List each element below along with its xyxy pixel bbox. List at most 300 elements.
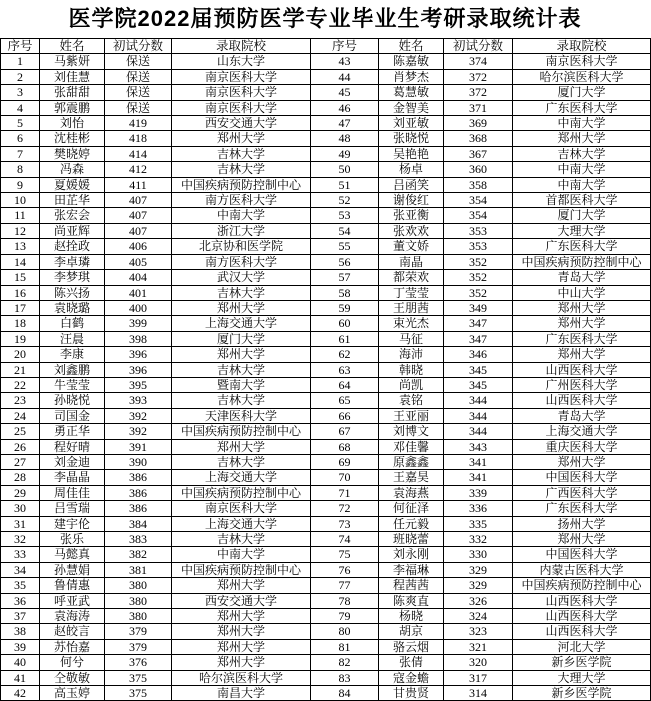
cell-name: 刘佳慧 (40, 69, 105, 84)
header-row (1, 39, 651, 54)
cell-score: 352 (444, 270, 513, 285)
cell-school: 上海交通大学 (172, 516, 311, 531)
cell-name: 韩晓 (379, 362, 444, 377)
cell-index: 22 (1, 377, 40, 392)
cell-school: 广东医科大学 (513, 501, 651, 516)
cell-score: 395 (105, 377, 172, 392)
cell-school: 天津医科大学 (172, 408, 311, 423)
cell-name: 陈爽直 (379, 593, 444, 608)
cell-name: 任元毅 (379, 516, 444, 531)
table-row (1, 470, 651, 485)
table-row (1, 270, 651, 285)
cell-school: 吉林大学 (172, 454, 311, 469)
cell-school: 南京医科大学 (172, 100, 311, 115)
cell-index: 3 (1, 85, 40, 100)
cell-name: 张欢欢 (379, 223, 444, 238)
table-row (1, 69, 651, 84)
cell-index: 55 (311, 239, 379, 254)
cell-score: 376 (105, 655, 172, 670)
cell-name: 邓佳馨 (379, 439, 444, 454)
cell-index: 50 (311, 162, 379, 177)
cell-score: 335 (444, 516, 513, 531)
cell-score: 339 (444, 485, 513, 500)
cell-index: 75 (311, 547, 379, 562)
cell-index: 69 (311, 454, 379, 469)
cell-school: 重庆医科大学 (513, 439, 651, 454)
cell-score: 400 (105, 300, 172, 315)
cell-name: 白鹤 (40, 316, 105, 331)
cell-school: 郑州大学 (172, 655, 311, 670)
cell-index: 82 (311, 655, 379, 670)
cell-school: 中国疾病预防控制中心 (172, 177, 311, 192)
table-row (1, 177, 651, 192)
cell-index: 23 (1, 393, 40, 408)
cell-score: 353 (444, 223, 513, 238)
cell-name: 刘怡 (40, 116, 105, 131)
cell-score: 321 (444, 639, 513, 654)
cell-index: 29 (1, 485, 40, 500)
cell-index: 62 (311, 347, 379, 362)
table-row (1, 300, 651, 315)
cell-index: 48 (311, 131, 379, 146)
cell-score: 381 (105, 562, 172, 577)
cell-score: 375 (105, 670, 172, 685)
cell-score: 391 (105, 439, 172, 454)
cell-score: 392 (105, 424, 172, 439)
cell-school: 青岛大学 (513, 408, 651, 423)
cell-score: 414 (105, 146, 172, 161)
cell-name: 班晓蕾 (379, 532, 444, 547)
table-row (1, 85, 651, 100)
cell-index: 16 (1, 285, 40, 300)
cell-index: 37 (1, 609, 40, 624)
cell-score: 352 (444, 254, 513, 269)
table-row (1, 578, 651, 593)
table-body (1, 54, 651, 701)
cell-score: 369 (444, 116, 513, 131)
cell-name: 张甜甜 (40, 85, 105, 100)
table-row (1, 193, 651, 208)
cell-school: 广东医科大学 (513, 239, 651, 254)
cell-school: 上海交通大学 (172, 316, 311, 331)
cell-score: 379 (105, 624, 172, 639)
cell-name: 马懿真 (40, 547, 105, 562)
cell-school: 西安交通大学 (172, 116, 311, 131)
cell-index: 13 (1, 239, 40, 254)
table-row (1, 377, 651, 392)
cell-score: 保送 (105, 100, 172, 115)
cell-school: 哈尔滨医科大学 (513, 69, 651, 84)
cell-index: 76 (311, 562, 379, 577)
cell-school: 中南大学 (513, 116, 651, 131)
cell-school: 扬州大学 (513, 516, 651, 531)
cell-name: 李梦琪 (40, 270, 105, 285)
cell-name: 王嘉昊 (379, 470, 444, 485)
cell-index: 64 (311, 377, 379, 392)
cell-index: 65 (311, 393, 379, 408)
cell-score: 323 (444, 624, 513, 639)
cell-name: 袁海燕 (379, 485, 444, 500)
cell-index: 74 (311, 532, 379, 547)
cell-score: 360 (444, 162, 513, 177)
cell-school: 南方医科大学 (172, 254, 311, 269)
cell-index: 1 (1, 54, 40, 69)
cell-name: 骆云烟 (379, 639, 444, 654)
col-header-score-left: 初试分数 (105, 39, 172, 54)
page-title: 医学院2022届预防医学专业毕业生考研录取统计表 (68, 6, 582, 31)
cell-score: 保送 (105, 54, 172, 69)
cell-school: 郑州大学 (513, 347, 651, 362)
cell-name: 仝敬敏 (40, 670, 105, 685)
cell-school: 中国疾病预防控制中心 (172, 424, 311, 439)
cell-school: 青岛大学 (513, 270, 651, 285)
cell-name: 南晶 (379, 254, 444, 269)
cell-school: 郑州大学 (172, 639, 311, 654)
cell-index: 20 (1, 347, 40, 362)
cell-name: 胡京 (379, 624, 444, 639)
cell-score: 386 (105, 501, 172, 516)
cell-index: 67 (311, 424, 379, 439)
cell-name: 沈桂彬 (40, 131, 105, 146)
cell-name: 吕函笑 (379, 177, 444, 192)
col-header-index-left: 序号 (1, 39, 40, 54)
cell-score: 406 (105, 239, 172, 254)
cell-school: 吉林大学 (513, 146, 651, 161)
cell-name: 甘贵贤 (379, 686, 444, 701)
cell-name: 田芷华 (40, 193, 105, 208)
cell-school: 郑州大学 (513, 131, 651, 146)
cell-score: 352 (444, 285, 513, 300)
table-row (1, 655, 651, 670)
cell-school: 郑州大学 (172, 439, 311, 454)
cell-name: 马紫妍 (40, 54, 105, 69)
cell-index: 63 (311, 362, 379, 377)
cell-index: 12 (1, 223, 40, 238)
cell-school: 南京医科大学 (172, 85, 311, 100)
cell-school: 山西医科大学 (513, 593, 651, 608)
cell-index: 2 (1, 69, 40, 84)
cell-school: 新乡医学院 (513, 686, 651, 701)
cell-index: 31 (1, 516, 40, 531)
cell-index: 46 (311, 100, 379, 115)
cell-score: 354 (444, 193, 513, 208)
cell-index: 80 (311, 624, 379, 639)
cell-school: 中国医科大学 (513, 470, 651, 485)
cell-school: 上海交通大学 (513, 424, 651, 439)
table-row (1, 424, 651, 439)
cell-index: 6 (1, 131, 40, 146)
cell-school: 中国疾病预防控制中心 (513, 254, 651, 269)
table-row (1, 408, 651, 423)
cell-score: 418 (105, 131, 172, 146)
cell-score: 386 (105, 485, 172, 500)
cell-school: 中国医科大学 (513, 547, 651, 562)
cell-name: 张宏会 (40, 208, 105, 223)
cell-score: 347 (444, 316, 513, 331)
cell-school: 大理大学 (513, 223, 651, 238)
cell-name: 陈嘉敏 (379, 54, 444, 69)
cell-index: 15 (1, 270, 40, 285)
cell-school: 吉林大学 (172, 146, 311, 161)
table-row (1, 393, 651, 408)
cell-name: 刘亚敏 (379, 116, 444, 131)
cell-index: 43 (311, 54, 379, 69)
cell-index: 73 (311, 516, 379, 531)
cell-score: 401 (105, 285, 172, 300)
cell-index: 26 (1, 439, 40, 454)
cell-school: 吉林大学 (172, 532, 311, 547)
cell-index: 7 (1, 146, 40, 161)
table-row (1, 454, 651, 469)
cell-name: 尚亚辉 (40, 223, 105, 238)
table-row (1, 131, 651, 146)
cell-index: 57 (311, 270, 379, 285)
table-row (1, 285, 651, 300)
table-row (1, 100, 651, 115)
col-header-school-left: 录取院校 (172, 39, 311, 54)
cell-score: 368 (444, 131, 513, 146)
table-row (1, 331, 651, 346)
cell-score: 346 (444, 347, 513, 362)
cell-index: 30 (1, 501, 40, 516)
cell-school: 郑州大学 (172, 609, 311, 624)
cell-name: 寇金蟾 (379, 670, 444, 685)
cell-score: 317 (444, 670, 513, 685)
cell-name: 王朋茜 (379, 300, 444, 315)
cell-name: 吕雪瑞 (40, 501, 105, 516)
cell-score: 384 (105, 516, 172, 531)
table-row (1, 609, 651, 624)
cell-index: 54 (311, 223, 379, 238)
table-row (1, 54, 651, 69)
cell-school: 中南大学 (513, 162, 651, 177)
cell-index: 36 (1, 593, 40, 608)
cell-score: 375 (105, 686, 172, 701)
cell-score: 404 (105, 270, 172, 285)
cell-index: 49 (311, 146, 379, 161)
cell-school: 郑州大学 (513, 532, 651, 547)
cell-name: 马征 (379, 331, 444, 346)
cell-score: 330 (444, 547, 513, 562)
cell-name: 何征泽 (379, 501, 444, 516)
cell-index: 83 (311, 670, 379, 685)
cell-name: 勇正华 (40, 424, 105, 439)
cell-score: 保送 (105, 69, 172, 84)
cell-score: 399 (105, 316, 172, 331)
cell-index: 38 (1, 624, 40, 639)
cell-school: 中南大学 (172, 547, 311, 562)
cell-index: 10 (1, 193, 40, 208)
cell-name: 丁莹莹 (379, 285, 444, 300)
cell-school: 广州医科大学 (513, 377, 651, 392)
cell-name: 束光杰 (379, 316, 444, 331)
cell-index: 39 (1, 639, 40, 654)
cell-index: 17 (1, 300, 40, 315)
cell-score: 374 (444, 54, 513, 69)
cell-index: 11 (1, 208, 40, 223)
cell-index: 19 (1, 331, 40, 346)
cell-school: 厦门大学 (513, 208, 651, 223)
cell-school: 南京医科大学 (172, 69, 311, 84)
cell-name: 袁铭 (379, 393, 444, 408)
cell-index: 59 (311, 300, 379, 315)
table-row (1, 593, 651, 608)
cell-index: 8 (1, 162, 40, 177)
table-row (1, 532, 651, 547)
cell-score: 344 (444, 393, 513, 408)
cell-name: 董文娇 (379, 239, 444, 254)
cell-school: 吉林大学 (172, 162, 311, 177)
cell-index: 60 (311, 316, 379, 331)
cell-school: 内蒙古医科大学 (513, 562, 651, 577)
cell-name: 孙慧娟 (40, 562, 105, 577)
table-row (1, 208, 651, 223)
cell-name: 李福琳 (379, 562, 444, 577)
cell-index: 33 (1, 547, 40, 562)
cell-school: 山东大学 (172, 54, 311, 69)
cell-school: 中国疾病预防控制中心 (172, 485, 311, 500)
cell-name: 苏怡嘉 (40, 639, 105, 654)
cell-name: 张晓悦 (379, 131, 444, 146)
cell-index: 72 (311, 501, 379, 516)
cell-index: 71 (311, 485, 379, 500)
cell-school: 郑州大学 (513, 300, 651, 315)
cell-school: 山西医科大学 (513, 624, 651, 639)
cell-school: 郑州大学 (172, 624, 311, 639)
cell-score: 411 (105, 177, 172, 192)
cell-score: 380 (105, 593, 172, 608)
cell-name: 杨卓 (379, 162, 444, 177)
cell-school: 广东医科大学 (513, 100, 651, 115)
cell-school: 中南大学 (513, 177, 651, 192)
cell-score: 390 (105, 454, 172, 469)
table-row (1, 639, 651, 654)
col-header-index-right: 序号 (311, 39, 379, 54)
cell-index: 51 (311, 177, 379, 192)
cell-index: 47 (311, 116, 379, 131)
cell-score: 332 (444, 532, 513, 547)
cell-score: 372 (444, 85, 513, 100)
cell-name: 程好晴 (40, 439, 105, 454)
admission-stats-table (0, 38, 651, 701)
cell-name: 牛莹莹 (40, 377, 105, 392)
cell-school: 中山大学 (513, 285, 651, 300)
cell-index: 9 (1, 177, 40, 192)
cell-index: 18 (1, 316, 40, 331)
cell-index: 70 (311, 470, 379, 485)
cell-score: 326 (444, 593, 513, 608)
cell-index: 56 (311, 254, 379, 269)
cell-index: 42 (1, 686, 40, 701)
cell-index: 32 (1, 532, 40, 547)
cell-index: 77 (311, 578, 379, 593)
cell-score: 341 (444, 470, 513, 485)
cell-school: 郑州大学 (172, 131, 311, 146)
cell-school: 上海交通大学 (172, 470, 311, 485)
cell-name: 鲁倩惠 (40, 578, 105, 593)
cell-school: 西安交通大学 (172, 593, 311, 608)
table-row (1, 439, 651, 454)
cell-score: 380 (105, 609, 172, 624)
cell-school: 首都医科大学 (513, 193, 651, 208)
cell-name: 金智美 (379, 100, 444, 115)
cell-score: 320 (444, 655, 513, 670)
cell-name: 袁晓璐 (40, 300, 105, 315)
cell-school: 河北大学 (513, 639, 651, 654)
cell-score: 343 (444, 439, 513, 454)
cell-school: 郑州大学 (172, 300, 311, 315)
cell-index: 61 (311, 331, 379, 346)
cell-school: 新乡医学院 (513, 655, 651, 670)
cell-score: 353 (444, 239, 513, 254)
cell-score: 345 (444, 362, 513, 377)
cell-name: 刘金迪 (40, 454, 105, 469)
cell-score: 329 (444, 578, 513, 593)
cell-index: 25 (1, 424, 40, 439)
cell-score: 372 (444, 69, 513, 84)
cell-score: 314 (444, 686, 513, 701)
cell-name: 司国金 (40, 408, 105, 423)
cell-score: 407 (105, 193, 172, 208)
cell-score: 419 (105, 116, 172, 131)
table-row (1, 624, 651, 639)
cell-name: 刘博文 (379, 424, 444, 439)
cell-name: 建宇伦 (40, 516, 105, 531)
cell-name: 孙晓悦 (40, 393, 105, 408)
table-row (1, 686, 651, 701)
table-row (1, 362, 651, 377)
cell-index: 21 (1, 362, 40, 377)
cell-name: 夏媛媛 (40, 177, 105, 192)
cell-index: 34 (1, 562, 40, 577)
cell-name: 冯森 (40, 162, 105, 177)
cell-score: 371 (444, 100, 513, 115)
cell-index: 66 (311, 408, 379, 423)
table-row (1, 516, 651, 531)
cell-score: 329 (444, 562, 513, 577)
cell-school: 吉林大学 (172, 393, 311, 408)
cell-name: 肖梦杰 (379, 69, 444, 84)
cell-index: 14 (1, 254, 40, 269)
cell-name: 张乐 (40, 532, 105, 547)
table-row (1, 116, 651, 131)
table-row (1, 316, 651, 331)
cell-school: 厦门大学 (172, 331, 311, 346)
cell-score: 379 (105, 639, 172, 654)
cell-name: 李康 (40, 347, 105, 362)
cell-name: 周佳佳 (40, 485, 105, 500)
cell-school: 山西医科大学 (513, 609, 651, 624)
cell-name: 汪晨 (40, 331, 105, 346)
cell-name: 何兮 (40, 655, 105, 670)
table-row (1, 223, 651, 238)
cell-name: 王亚丽 (379, 408, 444, 423)
cell-index: 40 (1, 655, 40, 670)
cell-name: 都荣欢 (379, 270, 444, 285)
cell-score: 407 (105, 223, 172, 238)
cell-name: 刘鑫鹏 (40, 362, 105, 377)
col-header-school-right: 录取院校 (513, 39, 651, 54)
cell-index: 52 (311, 193, 379, 208)
table-row (1, 547, 651, 562)
cell-index: 27 (1, 454, 40, 469)
cell-name: 尚凯 (379, 377, 444, 392)
cell-index: 78 (311, 593, 379, 608)
cell-index: 53 (311, 208, 379, 223)
cell-score: 398 (105, 331, 172, 346)
cell-school: 中南大学 (172, 208, 311, 223)
cell-score: 324 (444, 609, 513, 624)
